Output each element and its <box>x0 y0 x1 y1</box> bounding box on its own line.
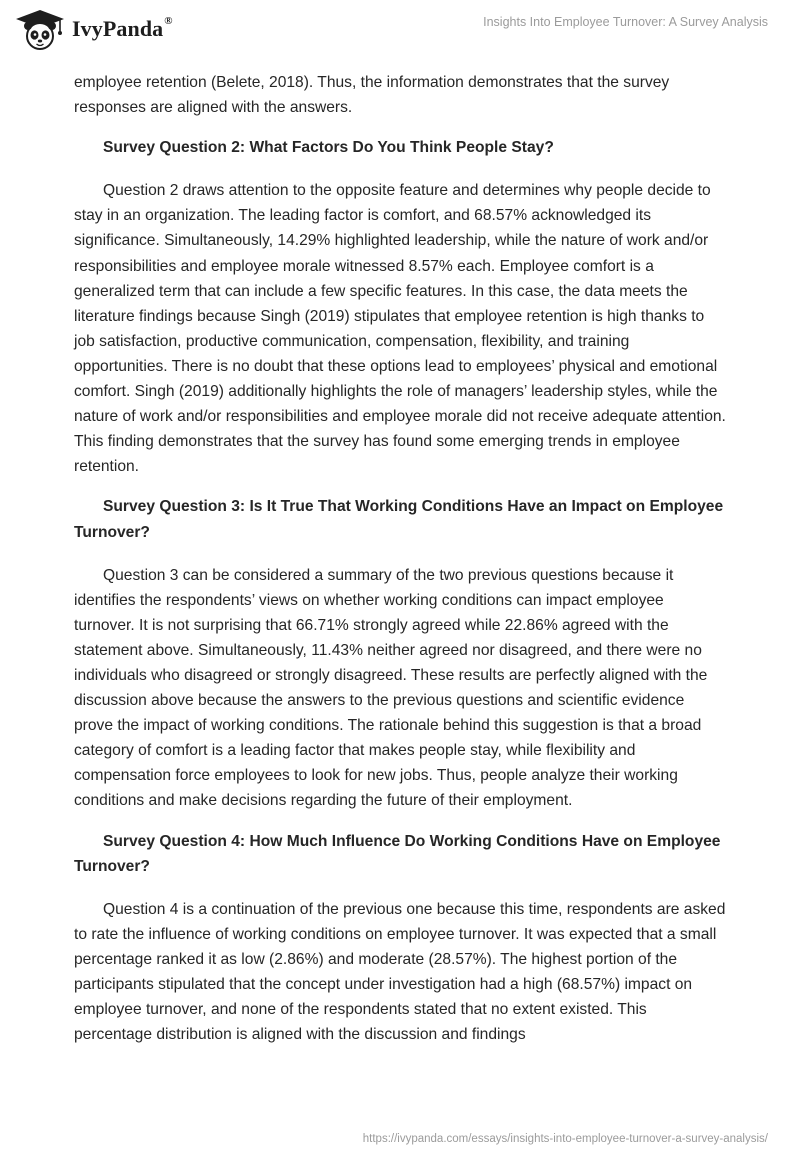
source-url[interactable]: https://ivypanda.com/essays/insights-into-employee-turnover-a-survey-analysis/ <box>362 1133 768 1145</box>
heading-survey-question-4: Survey Question 4: How Much Influence Do Working Conditions Have on Employee Turnover? <box>74 832 721 875</box>
paragraph-intro-tail: employee retention (Belete, 2018). Thus, the information demonstrates that the survey responses are aligned with the answers. <box>74 74 670 117</box>
document-title: Insights Into Employee Turnover: A Survey Analysis <box>483 15 768 29</box>
logo[interactable] <box>14 8 173 50</box>
essay-body <box>74 70 726 1047</box>
page-header <box>0 0 800 62</box>
panda-graduate-icon <box>14 8 66 50</box>
paragraph-survey-question-2: Question 2 draws attention to the opposite feature and determines why people decide to stay in an organization. The leading factor is comfort, and 68.57% acknowledged its significance. Simultaneously, 14.29% highlighted leadership, while the nature of work and/or responsibilities and employee morale witnessed 8.57% each. Employee comfort is a generalized term that can include a few specific features. In this case, the data meets the literature findings because Singh (2019) stipulates that employee retention is high thanks to job satisfaction, productive communication, compensation, flexibility, and training opportunities. There is no doubt that these options lead to employees’ physical and emotional comfort. Singh (2019) additionally highlights the role of managers’ leadership styles, while the nature of work and/or responsibilities and employee morale did not receive adequate attention. This finding demonstrates that the survey has found some emerging trends in employee retention. <box>74 182 726 476</box>
heading-survey-question-3: Survey Question 3: Is It True That Working Conditions Have an Impact on Employee Turnover? <box>74 498 724 541</box>
paragraph-survey-question-4: Question 4 is a continuation of the previous one because this time, respondents are asked to rate the influence of working conditions on employee turnover. It was expected that a small percentage ranked it as low (2.86%) and moderate (28.57%). The highest portion of the participants stipulated that the concept under investigation had a high (68.57%) impact on employee turnover, and none of the respondents stated that no extent existed. This percentage distribution is aligned with the discussion and findings <box>74 900 726 1044</box>
heading-survey-question-2: Survey Question 2: What Factors Do You Think People Stay? <box>103 139 554 157</box>
paragraph-survey-question-3: Question 3 can be considered a summary of the two previous questions because it identifies the respondents’ views on whether working conditions can impact employee turnover. It is not surprising that 66.71% strongly agreed while 22.86% agreed with the statement above. Simultaneously, 11.43% neither agreed nor disagreed, and there were no individuals who disagreed or strongly disagreed. These results are perfectly aligned with the discussion above because the answers to the previous questions and scientific evidence prove the impact of working conditions. The rationale behind this suggestion is that a broad category of comfort is a leading factor that makes people stay, while flexibility and compensation force employees to look for new jobs. Thus, people analyze their working conditions and make decisions regarding the future of their employment. <box>74 566 708 810</box>
brand-name: IvyPanda® <box>72 14 173 41</box>
